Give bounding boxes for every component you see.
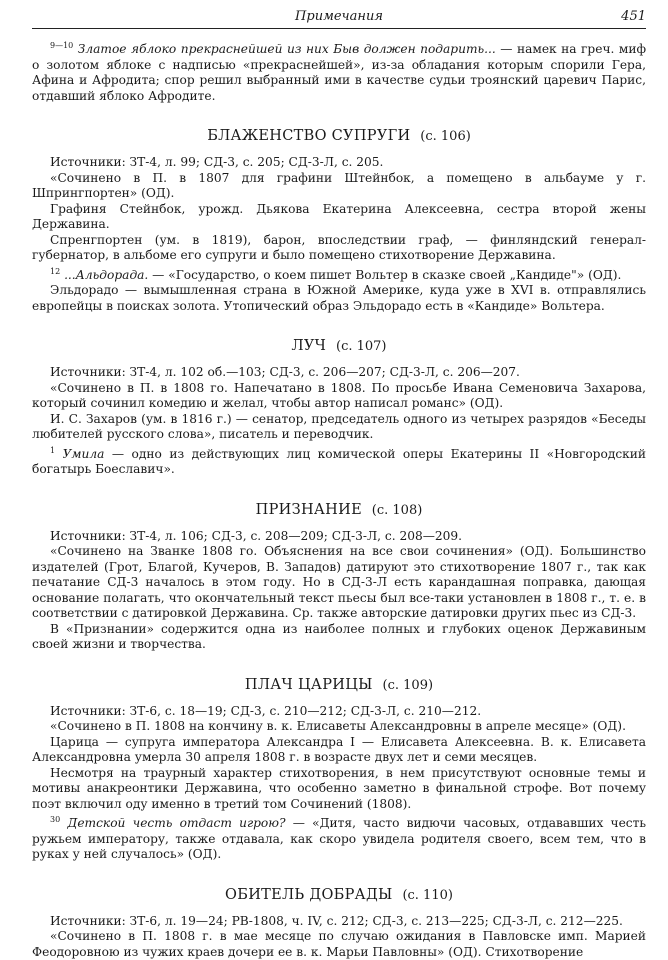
section-sources: Источники: ЗТ-4, л. 106; СД-3, с. 208—209; СД-3-Л, с. 208—209. bbox=[50, 528, 463, 543]
section-paragraph: «Сочинено на Званке 1808 го. Объяснения на все свои сочинения» (ОД). Большинство издателей (Грот, Благой, Кучеров, В. Западов) датируют это стихотворение 1807 г., так как печатание СД-3 началось в этом году. Но в СД-3-Л есть карандашная поправка, дающая основание полагать, что окончательный текст пьесы был все-таки установлен в 1808 г., т. е. в соответствии с датировкой Державина. Ср. также авторские датировки других пьес из СД-3. bbox=[32, 544, 646, 621]
section-paragraph: «Сочинено в П. 1808 г. в мае месяце по случаю ожидания в Павловске имп. Марией Феодоровною из чужих краев дочери ее в. к. Марьи Павловны» (ОД). Стихотворение bbox=[32, 929, 646, 959]
section-sources: Источники: ЗТ-4, л. 102 об.—103; СД-3, с. 206—207; СД-3-Л, с. 206—207. bbox=[50, 365, 520, 380]
section-paragraph: Эльдорадо — вымышленная страна в Южной Америке, куда уже в XVI в. отправлялись европейцы в поисках золота. Утопический образ Эльдорадо есть в «Кандиде» Вольтера. bbox=[32, 283, 646, 313]
section-paragraph: И. С. Захаров (ум. в 1816 г.) — сенатор, председатель одного из четырех разрядов «Беседы любителей русского слова», писатель и переводчик. bbox=[32, 411, 646, 442]
section-paragraph: «Сочинено в П. в 1808 го. Напечатано в 1808. По просьбе Ивана Семеновича Захарова, который сочинил комедию и желал, чтобы автор написал романс» (ОД). bbox=[32, 380, 646, 411]
running-header bbox=[32, 6, 646, 29]
note-ref: 9—10 bbox=[50, 41, 74, 50]
section-note: $^{30}$ Детской честь отдаст игрою? — «Дитя, часто видючи часовых, отдававших честь ружьем императору, также отдавала, как скоро увидела родителя своего, всем тем, что в руках у ней случалось» (ОД). bbox=[32, 815, 647, 862]
section-sources: Источники: ЗТ-6, с. 18—19; СД-3, с. 210—212; СД-3-Л, с. 210—212. bbox=[50, 703, 482, 718]
section-title-blazhenstvo: БЛАЖЕНСТВО СУПРУГИ (с. 106) bbox=[207, 128, 471, 145]
section-paragraph: Царица — супруга императора Александра I — Елисавета Алексеевна. В. к. Елисавета Александровна умерла 30 апреля 1808 г. в возрасте двух лет и семи месяцев. bbox=[32, 734, 646, 765]
section-paragraph: «Сочинено в П. в 1807 для графини Штейнбок, а помещено в альбауме у г. Шпрингпортен» (ОД). bbox=[32, 170, 646, 201]
note-text: — намек на греч. миф о золотом яблоке с надписью «прекраснейшей», из-за обладания которым спорили Гера, Афина и Афродита; спор решил выбранный ими в качестве судьи троянский царевич Парис, отдавший яблоко Афродите. bbox=[32, 42, 647, 103]
section-paragraph: В «Признании» содержится одна из наиболее полных и глубоких оценок Державиным своей жизни и творчества. bbox=[32, 621, 646, 652]
note-quote: Златое яблоко прекраснейшей из них Быв должен подарить... bbox=[77, 42, 496, 57]
section-sources: Источники: ЗТ-4, л. 99; СД-3, с. 205; СД-3-Л, с. 205. bbox=[50, 155, 384, 170]
notes-body bbox=[32, 38, 646, 960]
header-title: Примечания bbox=[295, 9, 383, 24]
section-title-plach-tsaritsy: ПЛАЧ ЦАРИЦЫ (с. 109) bbox=[244, 676, 434, 693]
page-number: 451 bbox=[621, 9, 646, 24]
section-paragraph: Графиня Стейнбок, урожд. Дьякова Екатерина Алексеевна, сестра второй жены Державина. bbox=[32, 201, 646, 232]
section-title-luch: ЛУЧ (с. 107) bbox=[291, 338, 387, 355]
section-paragraph: «Сочинено в П. 1808 на кончину в. к. Елисаветы Александровны в апреле месяце» (ОД). bbox=[50, 719, 626, 734]
section-note: $^1$ Умила — одно из действующих лиц комической оперы Екатерины II «Новгородский богатырь Боеславич». bbox=[32, 445, 647, 477]
section-note: $^{12}$ ...Альдорада. — «Государство, о коем пишет Вольтер в сказке своей „Кандиде"» (ОД). bbox=[50, 266, 622, 282]
section-sources: Источники: ЗТ-6, л. 19—24; РВ-1808, ч. IV, с. 212; СД-3, с. 213—225; СД-3-Л, с. 212—225. bbox=[50, 913, 623, 928]
section-paragraph: Спренгпортен (ум. в 1819), барон, впоследствии граф, — финляндский генерал-губернатор, в альбоме его супруги и было помещено стихотворение Державина. bbox=[32, 232, 646, 263]
section-paragraph: Несмотря на траурный характер стихотворения, в нем присутствуют основные темы и мотивы анакреонтики Державина, что особенно заметно в финальной строфе. Вот почему поэт включил оду именно в третий том Сочинений (1808). bbox=[32, 765, 646, 811]
section-title-priznanie: ПРИЗНАНИЕ (с. 108) bbox=[255, 501, 423, 518]
intro-note bbox=[32, 38, 646, 104]
section-title-obitel-dobrady: ОБИТЕЛЬ ДОБРАДЫ (с. 110) bbox=[225, 886, 453, 903]
